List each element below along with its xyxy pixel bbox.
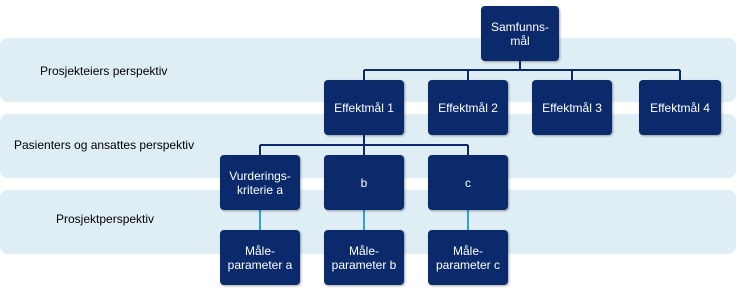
- node-effektmal-4: Effektmål 4: [639, 80, 721, 135]
- node-kriterie-c: c: [428, 155, 508, 210]
- node-parameter-b: Måle- parameter b: [324, 230, 404, 285]
- band-label-prosjekt: Prosjektperspektiv: [56, 212, 155, 226]
- band-label-prosjekteier: Prosjekteiers perspektiv: [40, 64, 168, 78]
- node-samfunnsmal: Samfunns- mål: [481, 6, 559, 61]
- node-effektmal-2: Effektmål 2: [428, 80, 508, 135]
- node-kriterie-a: Vurderings- kriterie a: [220, 155, 300, 210]
- node-parameter-a: Måle- parameter a: [220, 230, 300, 285]
- node-effektmal-3: Effektmål 3: [532, 80, 612, 135]
- node-kriterie-b: b: [324, 155, 404, 210]
- node-parameter-c: Måle- parameter c: [428, 230, 508, 285]
- band-label-pasienter-ansatte: Pasienters og ansattes perspektiv: [14, 138, 195, 152]
- node-effektmal-1: Effektmål 1: [324, 80, 404, 135]
